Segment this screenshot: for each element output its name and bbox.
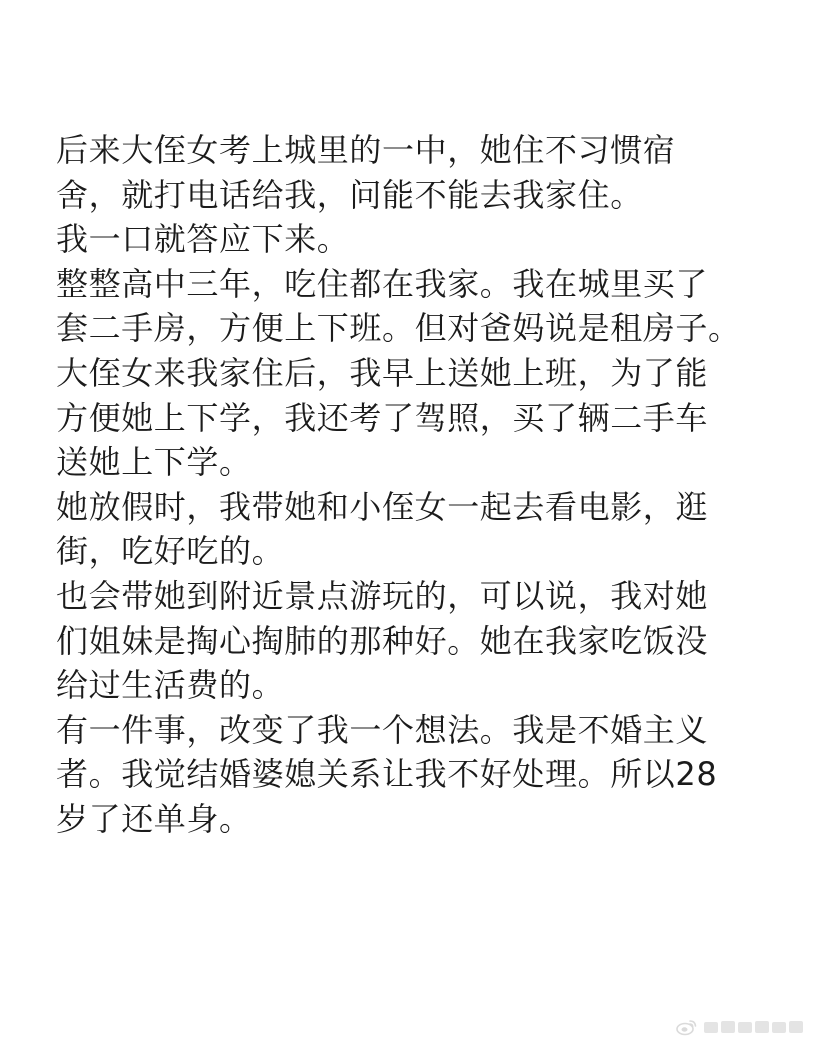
- article-body: [56, 128, 756, 842]
- text-line: 街，吃好吃的。: [56, 532, 285, 571]
- weibo-logo-icon: [676, 1018, 698, 1036]
- text-line: 送她上下学。: [56, 443, 252, 482]
- watermark-username: [704, 1018, 804, 1036]
- text-line: 者。我觉结婚婆媳关系让我不好处理。所以28: [56, 755, 718, 794]
- text-line: 们姐妹是掏心掏肺的那种好。她在我家吃饭没: [56, 621, 709, 660]
- text-line: 大侄女来我家住后，我早上送她上班，为了能: [56, 353, 709, 392]
- text-line: 整整高中三年，吃住都在我家。我在城里买了: [56, 264, 709, 303]
- text-line: 岁了还单身。: [56, 799, 252, 838]
- text-line: 也会带她到附近景点游玩的，可以说，我对她: [56, 576, 709, 615]
- text-line: 给过生活费的。: [56, 666, 285, 705]
- text-line: 方便她上下学，我还考了驾照，买了辆二手车: [56, 398, 709, 437]
- text-line: 她放假时，我带她和小侄女一起去看电影，逛: [56, 487, 709, 526]
- text-line: 舍，就打电话给我，问能不能去我家住。: [56, 175, 643, 214]
- text-line: 我一口就答应下来。: [56, 220, 350, 259]
- text-line: 后来大侄女考上城里的一中，她住不习惯宿: [56, 131, 676, 169]
- watermark: [676, 1018, 804, 1036]
- text-line: 有一件事，改变了我一个想法。我是不婚主义: [56, 710, 709, 749]
- text-line: 套二手房，方便上下班。但对爸妈说是租房子。: [56, 309, 741, 348]
